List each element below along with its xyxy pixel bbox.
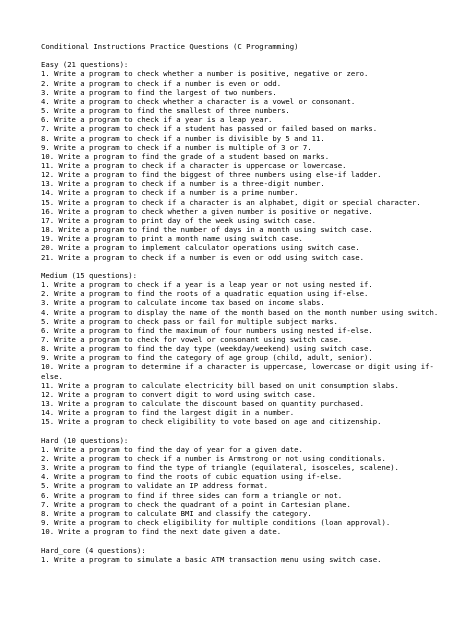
question-item: 2. Write a program to find the roots of a quadratic equation using if-else. bbox=[41, 289, 369, 299]
question-list bbox=[41, 69, 441, 261]
question-item: 3. Write a program to calculate income tax based on income slabs. bbox=[41, 298, 325, 308]
question-item: 14. Write a program to find the largest digit in a number. bbox=[41, 408, 295, 418]
question-item: 15. Write a program to check eligibility to vote based on age and citizenship. bbox=[41, 417, 382, 427]
question-list bbox=[41, 280, 441, 427]
question-item: 8. Write a program to find the day type (weekday/weekend) using switch case. bbox=[41, 344, 373, 354]
question-item: 5. Write a program to check pass or fail for multiple subject marks. bbox=[41, 316, 338, 326]
question-item: 6. Write a program to find if three sides can form a triangle or not. bbox=[41, 490, 343, 500]
sections-container bbox=[41, 60, 441, 564]
question-item: 13. Write a program to calculate the discount based on quantity purchased. bbox=[41, 399, 365, 409]
question-list bbox=[41, 445, 441, 537]
question-item: 2. Write a program to check if a number is even or odd. bbox=[41, 78, 282, 88]
question-item: 14. Write a program to check if a number is a prime number. bbox=[41, 188, 299, 198]
question-list bbox=[41, 555, 441, 564]
question-item: 20. Write a program to implement calculator operations using switch case. bbox=[41, 243, 360, 253]
question-item: 9. Write a program to check if a number is multiple of 3 or 7. bbox=[41, 142, 312, 152]
question-item: 7. Write a program to check the quadrant of a point in Cartesian plane. bbox=[41, 499, 351, 509]
question-item: 11. Write a program to calculate electricity bill based on unit consumption slabs. bbox=[41, 380, 399, 390]
question-item: 8. Write a program to calculate BMI and classify the category. bbox=[41, 508, 312, 518]
question-item: 6. Write a program to check if a year is a leap year. bbox=[41, 115, 273, 125]
question-section bbox=[41, 271, 441, 427]
question-section bbox=[41, 546, 441, 564]
section-heading: Easy (21 questions): bbox=[41, 60, 129, 70]
question-item: 4. Write a program to display the name of the month based on the month number using switch. bbox=[41, 307, 439, 317]
question-item: 9. Write a program to check eligibility for multiple conditions (loan approval). bbox=[41, 518, 391, 528]
question-item: 3. Write a program to find the type of triangle (equilateral, isosceles, scalene). bbox=[41, 463, 399, 473]
question-item: 16. Write a program to check whether a given number is positive or negative. bbox=[41, 206, 373, 216]
question-item: 10. Write a program to find the next date given a date. bbox=[41, 527, 282, 537]
question-item: 4. Write a program to find the roots of cubic equation using if-else. bbox=[41, 472, 343, 482]
question-item: 21. Write a program to check if a number is even or odd using switch case. bbox=[41, 252, 365, 262]
question-item: 3. Write a program to find the largest of two numbers. bbox=[41, 87, 277, 97]
question-item: 10. Write a program to determine if a character is uppercase, lowercase or digit using if-else. bbox=[41, 362, 434, 381]
question-item: 12. Write a program to find the biggest of three numbers using else-if ladder. bbox=[41, 170, 382, 180]
question-item: 1. Write a program to check whether a number is positive, negative or zero. bbox=[41, 69, 369, 79]
question-item: 19. Write a program to print a month name using switch case. bbox=[41, 234, 303, 244]
question-item: 5. Write a program to validate an IP address format. bbox=[41, 481, 268, 491]
section-heading: Hard_core (4 questions): bbox=[41, 545, 146, 555]
section-heading: Medium (15 questions): bbox=[41, 270, 138, 280]
question-item: 10. Write a program to find the grade of a student based on marks. bbox=[41, 151, 330, 161]
question-item: 15. Write a program to check if a character is an alphabet, digit or special character. bbox=[41, 197, 421, 207]
question-item: 7. Write a program to check if a student has passed or failed based on marks. bbox=[41, 124, 378, 134]
question-item: 5. Write a program to find the smallest of three numbers. bbox=[41, 106, 290, 116]
question-item: 1. Write a program to simulate a basic ATM transaction menu using switch case. bbox=[41, 554, 382, 564]
question-section bbox=[41, 60, 441, 261]
document-title: Conditional Instructions Practice Questions (C Programming) bbox=[41, 42, 299, 51]
question-item: 6. Write a program to find the maximum of four numbers using nested if-else. bbox=[41, 325, 373, 335]
question-item: 7. Write a program to check for vowel or consonant using switch case. bbox=[41, 334, 343, 344]
question-item: 9. Write a program to find the category of age group (child, adult, senior). bbox=[41, 353, 373, 363]
question-item: 2. Write a program to check if a number is Armstrong or not using conditionals. bbox=[41, 453, 386, 463]
question-item: 1. Write a program to find the day of year for a given date. bbox=[41, 444, 303, 454]
question-item: 4. Write a program to check whether a character is a vowel or consonant. bbox=[41, 96, 356, 106]
question-item: 17. Write a program to print day of the week using switch case. bbox=[41, 215, 316, 225]
question-item: 1. Write a program to check if a year is a leap year or not using nested if. bbox=[41, 280, 373, 290]
question-item: 11. Write a program to check if a character is uppercase or lowercase. bbox=[41, 161, 347, 171]
question-item: 8. Write a program to check if a number is divisible by 5 and 11. bbox=[41, 133, 325, 143]
question-item: 12. Write a program to convert digit to word using switch case. bbox=[41, 389, 316, 399]
question-item: 13. Write a program to check if a number is a three-digit number. bbox=[41, 179, 325, 189]
document-page bbox=[41, 42, 441, 564]
question-section bbox=[41, 436, 441, 537]
question-item: 18. Write a program to find the number of days in a month using switch case. bbox=[41, 225, 373, 235]
section-heading: Hard (10 questions): bbox=[41, 435, 129, 445]
